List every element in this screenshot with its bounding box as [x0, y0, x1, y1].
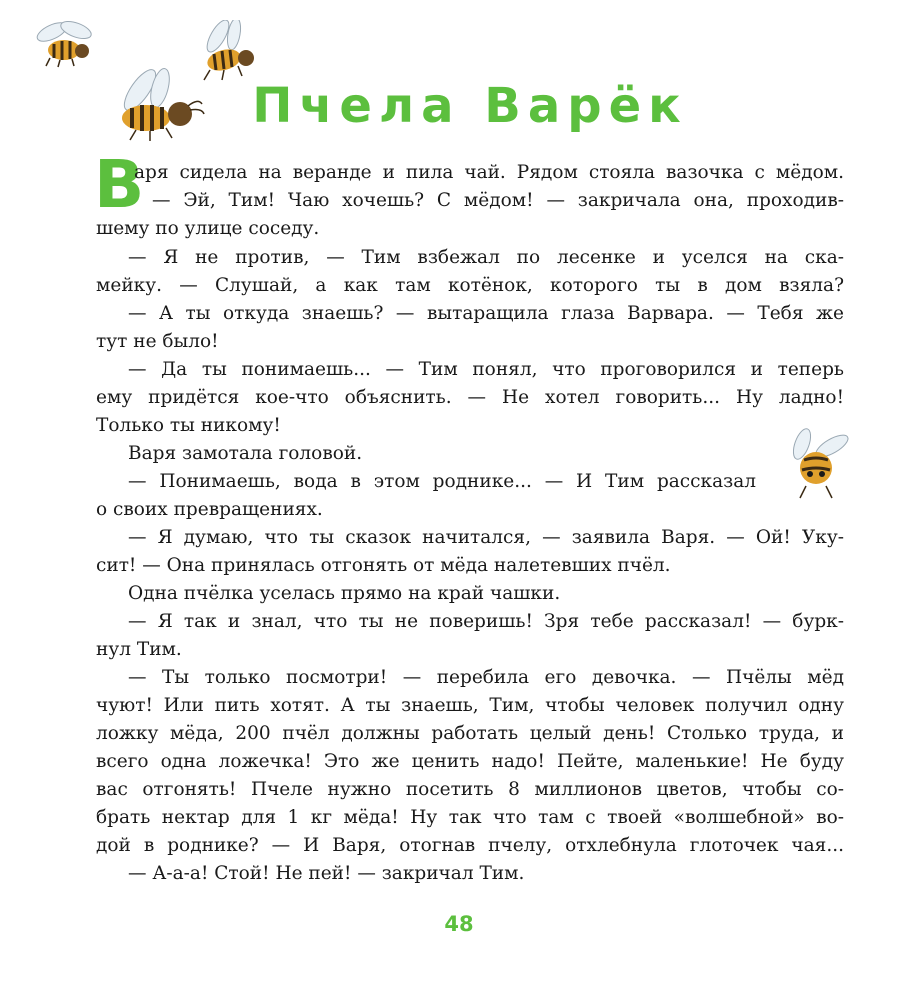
text-line: аря сидела на веранде и пила чай. Рядом стояла вазочка с мёдом. [134, 162, 844, 183]
text-line: нул Тим. [96, 639, 182, 660]
text-line: — А-а-а! Стой! Не пей! — закричал Тим. [128, 863, 525, 884]
text-line: — Да ты понимаешь... — Тим понял, что проговорился и теперь [128, 359, 844, 380]
text-line: сит! — Она принялась отгонять от мёда налетевших пчёл. [96, 555, 671, 576]
text-line: — Я так и знал, что ты не поверишь! Зря тебе рассказал! — бурк- [128, 611, 844, 632]
text-line: шему по улице соседу. [96, 218, 320, 239]
text-line: чуют! Или пить хотят. А ты знаешь, Тим, чтобы человек получил одну [96, 695, 844, 716]
text-line: — Ты только посмотри! — перебила его девочка. — Пчёлы мёд [128, 667, 844, 688]
bee-illustration [780, 426, 856, 502]
text-line: ложку мёда, 200 пчёл должны работать целый день! Столько труда, и [96, 723, 844, 744]
text-line: ему придётся кое-что объяснить. — Не хотел говорить... Ну ладно! [96, 387, 844, 408]
text-line: Варя замотала головой. [128, 443, 363, 464]
page-number: 48 [444, 912, 474, 936]
text-line: дой в роднике? — И Варя, отогнав пчелу, отхлебнула глоточек чая... [96, 835, 844, 856]
text-line: Одна пчёлка уселась прямо на край чашки. [128, 583, 561, 604]
drop-cap: В [94, 146, 145, 223]
text-line: вас отгонять! Пчеле нужно посетить 8 миллионов цветов, чтобы со- [96, 779, 844, 800]
text-line: — Эй, Тим! Чаю хочешь? С мёдом! — закричала она, проходив- [152, 190, 844, 211]
bee-illustration [30, 18, 102, 68]
text-line: о своих превращениях. [96, 499, 323, 520]
text-line: — Я не против, — Тим взбежал по лесенке и уселся на ска- [128, 247, 844, 268]
bee-illustration [106, 68, 210, 144]
text-line: — Я думаю, что ты сказок начитался, — заявила Варя. — Ой! Уку- [128, 527, 844, 548]
text-line: тут не было! [96, 331, 219, 352]
text-line: — А ты откуда знаешь? — вытаращила глаза Варвара. — Тебя же [128, 303, 844, 324]
text-line: Только ты никому! [96, 415, 281, 436]
text-line: всего одна ложечка! Это же ценить надо! Пейте, маленькие! Не буду [96, 751, 844, 772]
page-title: Пчела Варёк [252, 78, 688, 134]
text-line: брать нектар для 1 кг мёда! Ну так что там с твоей «волшебной» во- [96, 807, 844, 828]
text-line: мейку. — Слушай, а как там котёнок, которого ты в дом взяла? [96, 275, 844, 296]
text-line: — Понимаешь, вода в этом роднике... — И Тим рассказал [128, 471, 756, 492]
